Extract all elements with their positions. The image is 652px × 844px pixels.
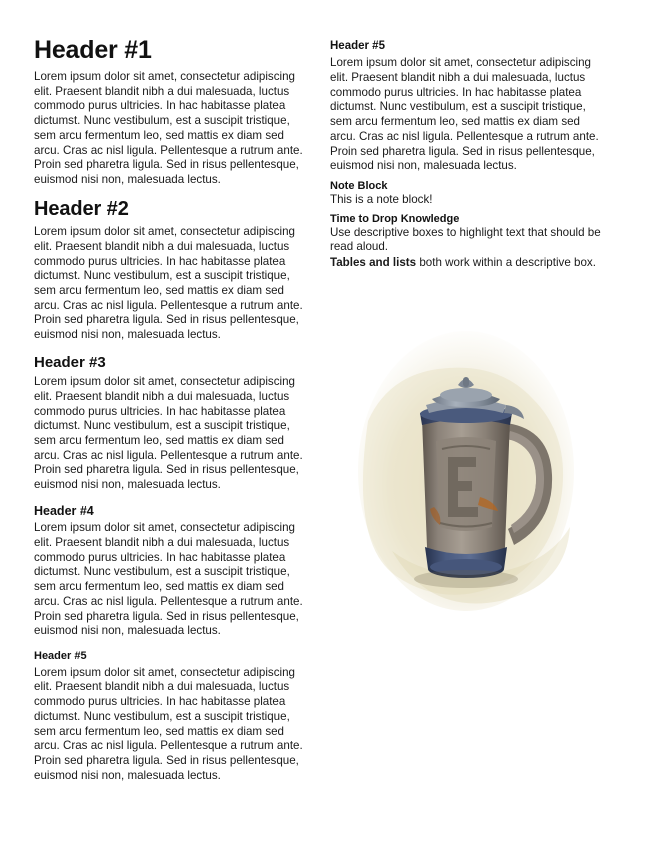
right-paragraph: Lorem ipsum dolor sit amet, consectetur adipiscing elit. Praesent blandit nibh a dui malesuada, luctus commodo purus ultricies. In hac habitasse platea dictumst. Nunc vestibulum, est a suscipit tristique, sem arcu fermentum leo, sed mattis ex diam sed arcu. Cras ac nisl ligula. Pellentesque a rutrum ante. Proin sed pharetra ligula. Sed in risus pellentesque, euismod nisi non, malesuada lectus.	[330, 56, 599, 173]
paragraph-3: Lorem ipsum dolor sit amet, consectetur adipiscing elit. Praesent blandit nibh a dui malesuada, luctus commodo purus ultricies. In hac habitasse platea dictumst. Nunc vestibulum, est a suscipit tristique, sem arcu fermentum leo, sed mattis ex diam sed arcu. Cras ac nisl ligula. Pellentesque a rutrum ante. Proin sed pharetra ligula. Sed in risus pellentesque, euismod nisi non, malesuada lectus.	[34, 375, 303, 492]
paragraph-5: Lorem ipsum dolor sit amet, consectetur adipiscing elit. Praesent blandit nibh a dui malesuada, luctus commodo purus ultricies. In hac habitasse platea dictumst. Nunc vestibulum, est a suscipit tristique, sem arcu fermentum leo, sed mattis ex diam sed arcu. Cras ac nisl ligula. Pellentesque a rutrum ante. Proin sed pharetra ligula. Sed in risus pellentesque, euismod nisi non, malesuada lectus.	[34, 665, 303, 782]
paragraph-4: Lorem ipsum dolor sit amet, consectetur adipiscing elit. Praesent blandit nibh a dui malesuada, luctus commodo purus ultricies. In hac habitasse platea dictumst. Nunc vestibulum, est a suscipit tristique, sem arcu fermentum leo, sed mattis ex diam sed arcu. Cras ac nisl ligula. Pellentesque a rutrum ante. Proin sed pharetra ligula. Sed in risus pellentesque, euismod nisi non, malesuada lectus.	[34, 521, 303, 638]
paragraph-2: Lorem ipsum dolor sit amet, consectetur adipiscing elit. Praesent blandit nibh a dui malesuada, luctus commodo purus ultricies. In hac habitasse platea dictumst. Nunc vestibulum, est a suscipit tristique, sem arcu fermentum leo, sed mattis ex diam sed arcu. Cras ac nisl ligula. Pellentesque a rutrum ante. Proin sed pharetra ligula. Sed in risus pellentesque, euismod nisi non, malesuada lectus.	[34, 225, 303, 342]
left-column	[34, 36, 306, 785]
section-header-2: Header #2	[34, 197, 129, 220]
descriptive-box-bold-lead: Tables and lists	[330, 256, 417, 270]
two-column-layout	[34, 36, 618, 785]
beer-stein-svg	[330, 301, 602, 621]
right-section-header-5: Header #5	[330, 40, 385, 52]
beer-stein-illustration	[330, 301, 602, 621]
right-column	[330, 36, 602, 621]
descriptive-box	[330, 213, 602, 271]
note-block-text: This is a note block!	[330, 192, 433, 206]
paragraph-1: Lorem ipsum dolor sit amet, consectetur adipiscing elit. Praesent blandit nibh a dui malesuada, luctus commodo purus ultricies. In hac habitasse platea dictumst. Nunc vestibulum, est a suscipit tristique, sem arcu fermentum leo, sed mattis ex diam sed arcu. Cras ac nisl ligula. Pellentesque a rutrum ante. Proin sed pharetra ligula. Sed in risus pellentesque, euismod nisi non, malesuada lectus.	[34, 70, 303, 187]
page-title: Header #1	[34, 36, 152, 64]
section-header-3: Header #3	[34, 353, 106, 371]
descriptive-box-text-tail: both work within a descriptive box.	[416, 256, 596, 270]
section-header-5: Header #5	[34, 650, 87, 663]
descriptive-box-title: Time to Drop Knowledge	[330, 212, 460, 225]
section-header-4: Header #4	[34, 503, 94, 518]
descriptive-box-text-1: Use descriptive boxes to highlight text that should be read aloud.	[330, 225, 601, 254]
note-block-title: Note Block	[330, 179, 388, 192]
descriptive-box-text-2	[330, 256, 602, 271]
note-block	[330, 180, 602, 208]
